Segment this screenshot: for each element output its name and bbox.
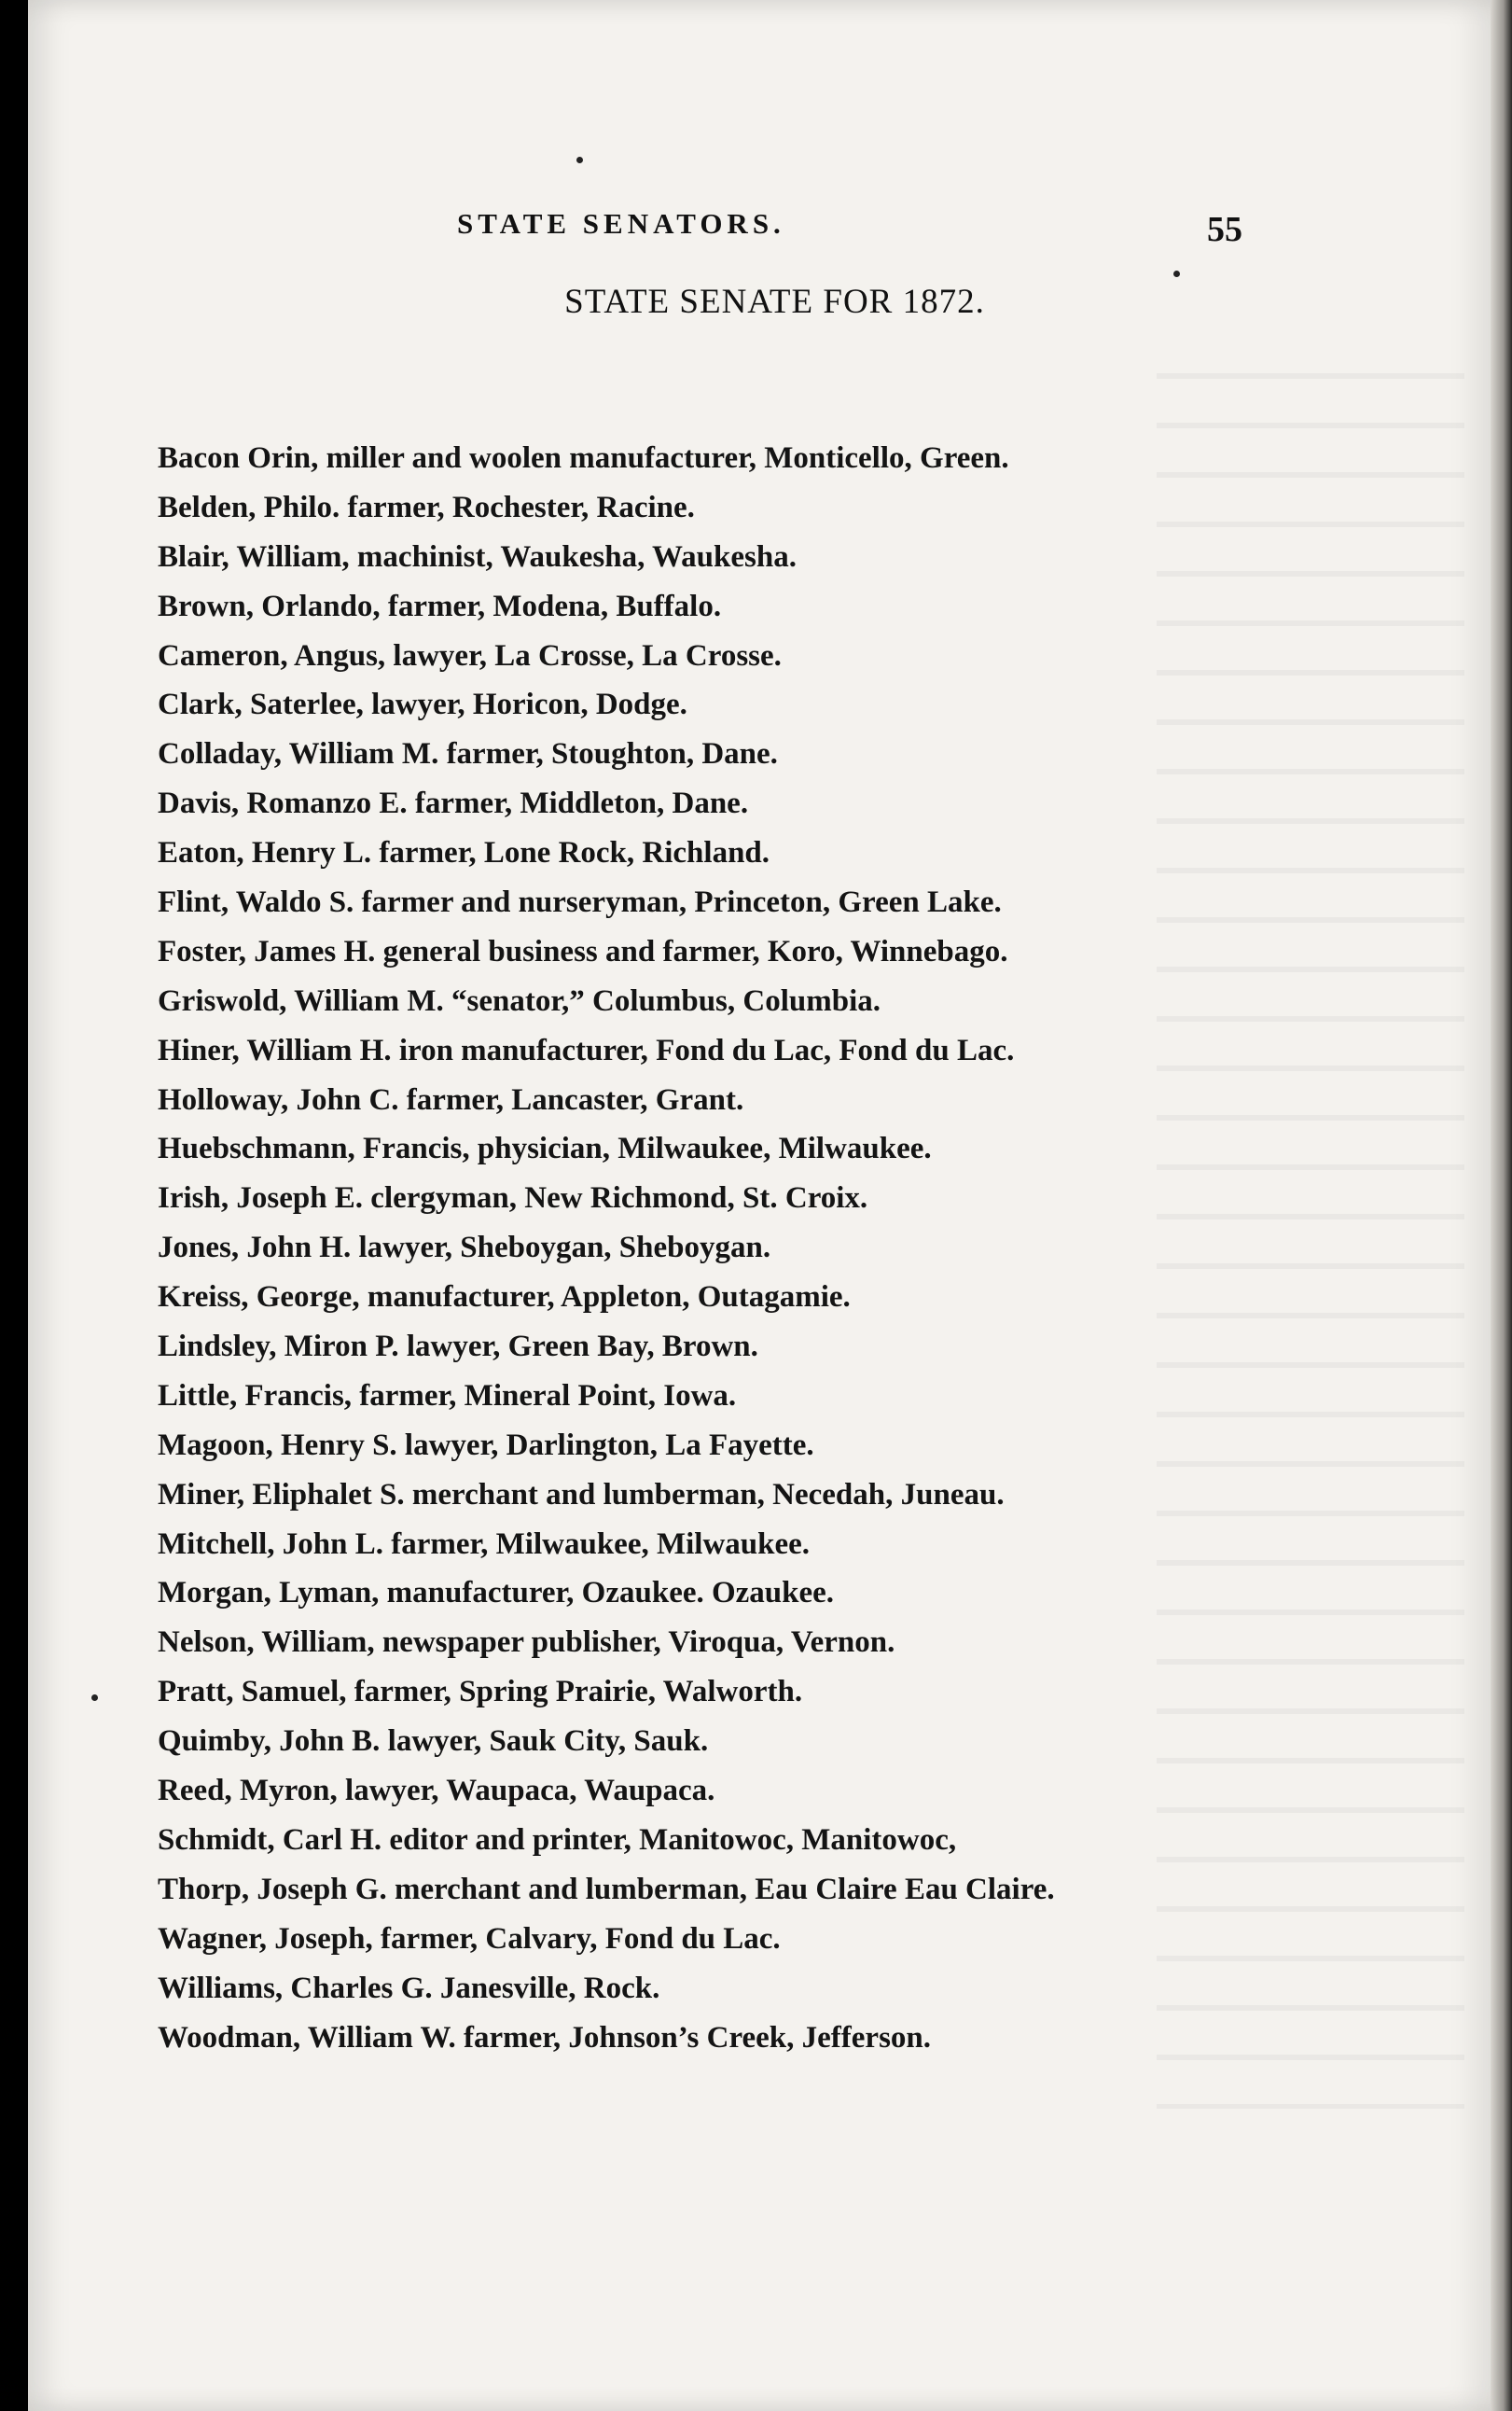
senator-entry: Bacon Orin, miller and woolen manufacturer, Monticello, Green. — [158, 441, 1009, 475]
senator-entry: Jones, John H. lawyer, Sheboygan, Sheboygan. — [158, 1231, 771, 1265]
senator-entry: Nelson, William, newspaper publisher, Viroqua, Vernon. — [158, 1625, 895, 1660]
senator-entry: Eaton, Henry L. farmer, Lone Rock, Richland. — [158, 836, 770, 871]
senator-entry: Wagner, Joseph, farmer, Calvary, Fond du Lac. — [158, 1921, 781, 1956]
ink-speck — [91, 1694, 98, 1701]
page-header — [0, 207, 1512, 254]
senator-entry: Holloway, John C. farmer, Lancaster, Grant. — [158, 1082, 744, 1117]
senator-entry: Pratt, Samuel, farmer, Spring Prairie, Walworth. — [158, 1675, 803, 1709]
senator-entry: Thorp, Joseph G. merchant and lumberman, Eau Claire Eau Claire. — [158, 1872, 1055, 1906]
senator-entry: Lindsley, Miron P. lawyer, Green Bay, Brown. — [158, 1330, 758, 1364]
senator-entry: Colladay, William M. farmer, Stoughton, Dane. — [158, 737, 778, 772]
senator-entry: Kreiss, George, manufacturer, Appleton, Outagamie. — [158, 1280, 851, 1315]
senator-entry: Little, Francis, farmer, Mineral Point, Iowa. — [158, 1378, 737, 1413]
senator-entry: Clark, Saterlee, lawyer, Horicon, Dodge. — [158, 688, 687, 722]
senator-entry: Blair, William, machinist, Waukesha, Waukesha. — [158, 539, 797, 574]
senator-entry: Cameron, Angus, lawyer, La Crosse, La Crosse. — [158, 638, 782, 673]
page-title: STATE SENATE FOR 1872. — [564, 283, 985, 321]
senator-entry: Huebschmann, Francis, physician, Milwaukee, Milwaukee. — [158, 1132, 932, 1166]
senator-entry: Quimby, John B. lawyer, Sauk City, Sauk. — [158, 1724, 709, 1759]
senator-entry: Griswold, William M. “senator,” Columbus, Columbia. — [158, 983, 881, 1018]
senator-entry: Reed, Myron, lawyer, Waupaca, Waupaca. — [158, 1774, 715, 1808]
senator-entry: Magoon, Henry S. lawyer, Darlington, La Fayette. — [158, 1428, 814, 1462]
senator-entry: Flint, Waldo S. farmer and nurseryman, Princeton, Green Lake. — [158, 885, 1002, 920]
senator-entry: Woodman, William W. farmer, Johnson’s Creek, Jefferson. — [158, 2020, 932, 2055]
senator-entry: Belden, Philo. farmer, Rochester, Racine. — [158, 490, 695, 524]
senator-entry: Schmidt, Carl H. editor and printer, Manitowoc, Manitowoc, — [158, 1822, 957, 1857]
ink-speck — [1173, 271, 1180, 277]
senator-entry: Miner, Eliphalet S. merchant and lumberman, Necedah, Juneau. — [158, 1477, 1005, 1512]
running-head: STATE SENATORS. — [457, 207, 785, 240]
ink-speck — [576, 157, 583, 163]
senator-entry: Hiner, William H. iron manufacturer, Fond du Lac, Fond du Lac. — [158, 1033, 1015, 1067]
senator-entry: Williams, Charles G. Janesville, Rock. — [158, 1971, 660, 2005]
senator-entry: Foster, James H. general business and farmer, Koro, Winnebago. — [158, 934, 1008, 969]
senator-entry: Mitchell, John L. farmer, Milwaukee, Milwaukee. — [158, 1526, 811, 1561]
senator-entry: Brown, Orlando, farmer, Modena, Buffalo. — [158, 589, 722, 623]
senator-list — [158, 434, 1305, 2062]
senator-entry: Morgan, Lyman, manufacturer, Ozaukee. Ozaukee. — [158, 1576, 835, 1610]
page-number: 55 — [1207, 210, 1242, 249]
page-edge-shadow — [1491, 0, 1512, 2411]
senator-entry: Irish, Joseph E. clergyman, New Richmond, St. Croix. — [158, 1181, 868, 1216]
senator-entry: Davis, Romanzo E. farmer, Middleton, Dane. — [158, 787, 749, 821]
